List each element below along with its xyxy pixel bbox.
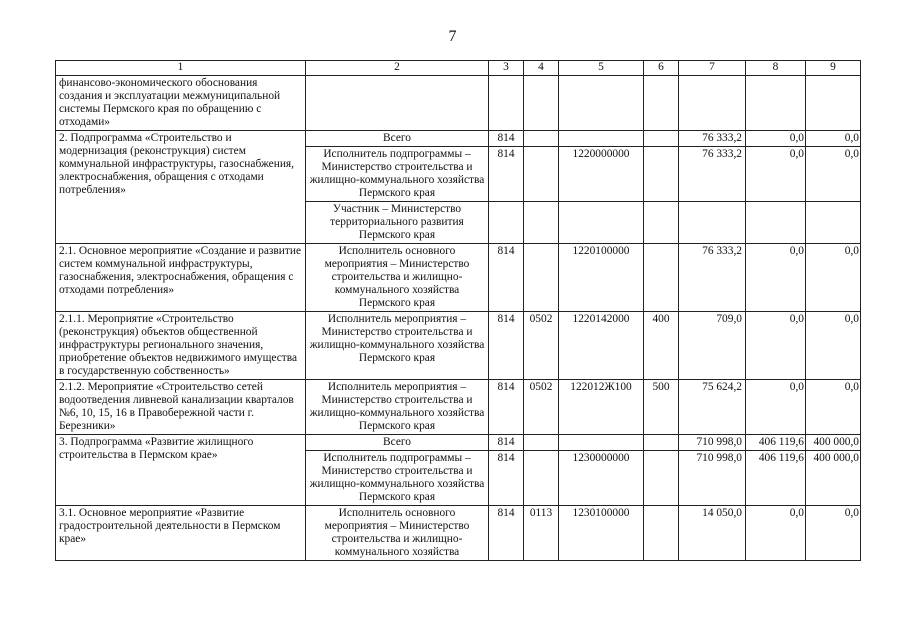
responsible-party-cell: Всего [306, 131, 489, 147]
cell-target-code: 1220100000 [559, 244, 644, 312]
program-item-name: 3. Подпрограмма «Развитие жилищного строительства в Пермском крае» [56, 435, 306, 506]
cell-expense-type [644, 131, 679, 147]
cell-section-code [524, 202, 559, 244]
cell-amount-col9: 400 000,0 [806, 451, 861, 506]
cell-section-code: 0502 [524, 380, 559, 435]
cell-section-code [524, 435, 559, 451]
cell-expense-type [644, 147, 679, 202]
table-row [56, 131, 861, 147]
cell-target-code: 1230000000 [559, 451, 644, 506]
cell-admin-code: 814 [489, 506, 524, 561]
cell-expense-type [644, 202, 679, 244]
col-header-2: 2 [306, 61, 489, 76]
cell-target-code: 1220000000 [559, 147, 644, 202]
cell-expense-type: 500 [644, 380, 679, 435]
program-item-name: 2.1. Основное мероприятие «Создание и развитие систем коммунальной инфраструктуры, газоснабжения, электроснабжения, обращения с отходами потребления» [56, 244, 306, 312]
cell-amount-col7 [679, 76, 746, 131]
cell-expense-type [644, 506, 679, 561]
table-row [56, 244, 861, 312]
program-item-name: 2.1.2. Мероприятие «Строительство сетей водоотведения ливневой канализации кварталов №6, 10, 15, 16 в Правобережной части г. Березники» [56, 380, 306, 435]
cell-amount-col8: 0,0 [746, 131, 806, 147]
cell-target-code [559, 435, 644, 451]
cell-admin-code: 814 [489, 312, 524, 380]
col-header-9: 9 [806, 61, 861, 76]
responsible-party-cell [306, 76, 489, 131]
cell-amount-col7: 710 998,0 [679, 435, 746, 451]
col-header-1: 1 [56, 61, 306, 76]
cell-admin-code: 814 [489, 435, 524, 451]
cell-amount-col8: 0,0 [746, 380, 806, 435]
cell-amount-col9: 0,0 [806, 147, 861, 202]
cell-admin-code: 814 [489, 451, 524, 506]
cell-amount-col7 [679, 202, 746, 244]
cell-amount-col7: 76 333,2 [679, 244, 746, 312]
cell-admin-code [489, 202, 524, 244]
cell-expense-type [644, 451, 679, 506]
cell-amount-col7: 75 624,2 [679, 380, 746, 435]
cell-section-code: 0113 [524, 506, 559, 561]
cell-amount-col7: 710 998,0 [679, 451, 746, 506]
cell-amount-col9 [806, 202, 861, 244]
cell-amount-col9: 0,0 [806, 312, 861, 380]
cell-admin-code: 814 [489, 244, 524, 312]
cell-amount-col8 [746, 202, 806, 244]
cell-amount-col8: 0,0 [746, 244, 806, 312]
cell-section-code [524, 147, 559, 202]
cell-admin-code: 814 [489, 147, 524, 202]
cell-expense-type [644, 244, 679, 312]
cell-amount-col8: 0,0 [746, 312, 806, 380]
col-header-7: 7 [679, 61, 746, 76]
table-row [56, 312, 861, 380]
program-item-name: 2.1.1. Мероприятие «Строительство (реконструкция) объектов общественной инфраструктуры регионального значения, приобретение объектов недвижимого имущества в государственную собственность» [56, 312, 306, 380]
responsible-party-cell: Исполнитель основного мероприятия – Министерство строительства и жилищно-коммунального хозяйства Пермского края [306, 244, 489, 312]
cell-amount-col7: 14 050,0 [679, 506, 746, 561]
responsible-party-cell: Участник – Министерство территориального развития Пермского края [306, 202, 489, 244]
cell-amount-col9: 0,0 [806, 131, 861, 147]
cell-amount-col9: 0,0 [806, 244, 861, 312]
cell-amount-col7: 76 333,2 [679, 147, 746, 202]
cell-section-code [524, 244, 559, 312]
cell-target-code: 1230100000 [559, 506, 644, 561]
cell-amount-col9: 0,0 [806, 380, 861, 435]
col-header-6: 6 [644, 61, 679, 76]
col-header-4: 4 [524, 61, 559, 76]
cell-section-code [524, 76, 559, 131]
col-header-5: 5 [559, 61, 644, 76]
cell-amount-col8: 406 119,6 [746, 451, 806, 506]
program-item-name: 2. Подпрограмма «Строительство и модернизация (реконструкция) систем коммунальной инфраструктуры, газоснабжения, электроснабжения, обращения с отходами потребления» [56, 131, 306, 244]
cell-amount-col9 [806, 76, 861, 131]
cell-amount-col9: 0,0 [806, 506, 861, 561]
cell-amount-col8: 0,0 [746, 506, 806, 561]
cell-target-code: 122012Ж100 [559, 380, 644, 435]
col-header-3: 3 [489, 61, 524, 76]
cell-admin-code: 814 [489, 380, 524, 435]
cell-target-code [559, 76, 644, 131]
cell-amount-col8 [746, 76, 806, 131]
page-number: 7 [448, 28, 457, 45]
cell-expense-type [644, 76, 679, 131]
col-header-8: 8 [746, 61, 806, 76]
responsible-party-cell: Исполнитель подпрограммы – Министерство строительства и жилищно-коммунального хозяйства Пермского края [306, 147, 489, 202]
cell-amount-col8: 0,0 [746, 147, 806, 202]
table-row [56, 435, 861, 451]
program-item-name: финансово-экономического обоснования создания и эксплуатации межмуниципальной системы Пермского края по обращению с отходами» [56, 76, 306, 131]
program-budget-table [55, 60, 861, 561]
table-row [56, 76, 861, 131]
cell-section-code [524, 131, 559, 147]
responsible-party-cell: Исполнитель подпрограммы – Министерство строительства и жилищно-коммунального хозяйства Пермского края [306, 451, 489, 506]
cell-expense-type [644, 435, 679, 451]
table-row [56, 506, 861, 561]
cell-amount-col9: 400 000,0 [806, 435, 861, 451]
cell-admin-code: 814 [489, 131, 524, 147]
responsible-party-cell: Всего [306, 435, 489, 451]
cell-target-code [559, 202, 644, 244]
cell-section-code [524, 451, 559, 506]
column-number-row [56, 61, 861, 76]
responsible-party-cell: Исполнитель мероприятия – Министерство строительства и жилищно-коммунального хозяйства Пермского края [306, 380, 489, 435]
cell-amount-col7: 709,0 [679, 312, 746, 380]
cell-target-code [559, 131, 644, 147]
cell-target-code: 1220142000 [559, 312, 644, 380]
responsible-party-cell: Исполнитель мероприятия – Министерство строительства и жилищно-коммунального хозяйства Пермского края [306, 312, 489, 380]
cell-admin-code [489, 76, 524, 131]
cell-expense-type: 400 [644, 312, 679, 380]
table-row [56, 380, 861, 435]
cell-amount-col8: 406 119,6 [746, 435, 806, 451]
responsible-party-cell: Исполнитель основного мероприятия – Министерство строительства и жилищно-коммунального хозяйства [306, 506, 489, 561]
cell-section-code: 0502 [524, 312, 559, 380]
cell-amount-col7: 76 333,2 [679, 131, 746, 147]
program-item-name: 3.1. Основное мероприятие «Развитие градостроительной деятельности в Пермском крае» [56, 506, 306, 561]
